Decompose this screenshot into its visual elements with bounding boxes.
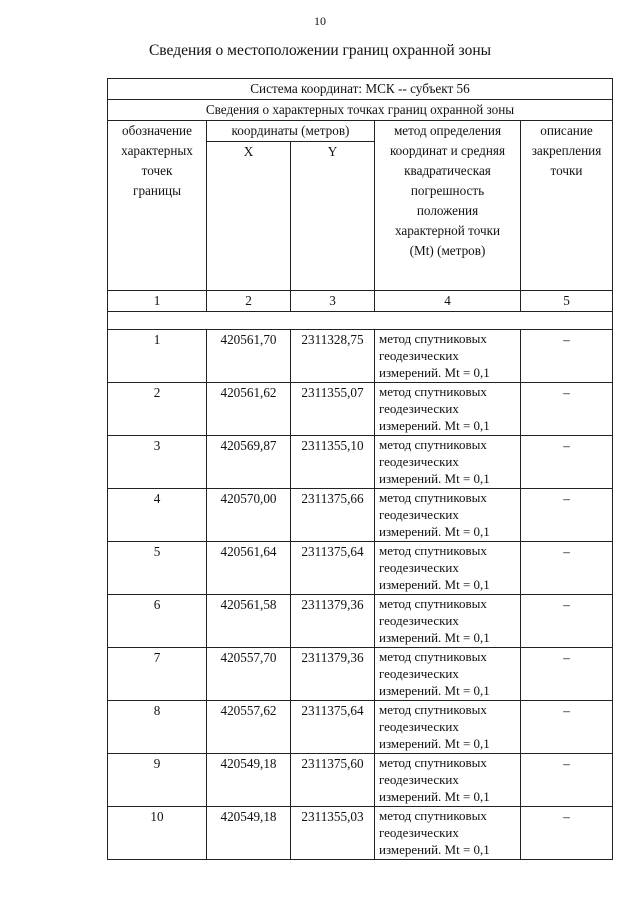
column-number: 2	[207, 291, 291, 312]
table-row	[108, 542, 613, 595]
y-coordinate: 2311379,36	[291, 648, 375, 701]
point-number: 7	[108, 648, 207, 701]
method-cell: метод спутниковых геодезических измерений. Mt = 0,1	[375, 807, 521, 860]
y-coordinate: 2311355,07	[291, 383, 375, 436]
method-cell: метод спутниковых геодезических измерений. Mt = 0,1	[375, 701, 521, 754]
y-coordinate: 2311375,64	[291, 701, 375, 754]
table-row	[108, 595, 613, 648]
x-coordinate: 420561,62	[207, 383, 291, 436]
point-number: 3	[108, 436, 207, 489]
table-row	[108, 489, 613, 542]
table-row	[108, 648, 613, 701]
y-coordinate: 2311375,60	[291, 754, 375, 807]
spacer-row	[108, 312, 613, 330]
column-number: 3	[291, 291, 375, 312]
method-cell: метод спутниковых геодезических измерений. Mt = 0,1	[375, 383, 521, 436]
table-row	[108, 383, 613, 436]
x-coordinate: 420569,87	[207, 436, 291, 489]
x-coordinate: 420549,18	[207, 754, 291, 807]
point-description: –	[521, 383, 613, 436]
method-cell: метод спутниковых геодезических измерений. Mt = 0,1	[375, 489, 521, 542]
point-description: –	[521, 436, 613, 489]
method-cell: метод спутниковых геодезических измерений. Mt = 0,1	[375, 542, 521, 595]
point-description: –	[521, 701, 613, 754]
section-title-header: Сведения о характерных точках границ охранной зоны	[108, 100, 613, 121]
point-description: –	[521, 542, 613, 595]
point-number: 6	[108, 595, 207, 648]
x-coordinate: 420561,64	[207, 542, 291, 595]
column-number: 1	[108, 291, 207, 312]
point-number: 5	[108, 542, 207, 595]
point-description: –	[521, 489, 613, 542]
table-row	[108, 754, 613, 807]
y-coordinate: 2311355,10	[291, 436, 375, 489]
point-number: 9	[108, 754, 207, 807]
x-coordinate: 420561,58	[207, 595, 291, 648]
header-x: X	[207, 142, 291, 291]
table-row	[108, 807, 613, 860]
table-row	[108, 701, 613, 754]
x-coordinate: 420549,18	[207, 807, 291, 860]
point-number: 4	[108, 489, 207, 542]
table-row	[108, 330, 613, 383]
point-description: –	[521, 648, 613, 701]
header-designation: обозначение характерных точек границы	[108, 121, 207, 291]
y-coordinate: 2311375,66	[291, 489, 375, 542]
column-number: 5	[521, 291, 613, 312]
point-description: –	[521, 330, 613, 383]
method-cell: метод спутниковых геодезических измерений. Mt = 0,1	[375, 330, 521, 383]
point-number: 1	[108, 330, 207, 383]
table-row	[108, 436, 613, 489]
x-coordinate: 420561,70	[207, 330, 291, 383]
boundary-points-table	[107, 78, 613, 860]
point-number: 8	[108, 701, 207, 754]
method-cell: метод спутниковых геодезических измерений. Mt = 0,1	[375, 436, 521, 489]
y-coordinate: 2311379,36	[291, 595, 375, 648]
x-coordinate: 420557,70	[207, 648, 291, 701]
column-number: 4	[375, 291, 521, 312]
method-cell: метод спутниковых геодезических измерений. Mt = 0,1	[375, 754, 521, 807]
point-description: –	[521, 754, 613, 807]
y-coordinate: 2311375,64	[291, 542, 375, 595]
document-title: Сведения о местоположении границ охранной зоны	[148, 42, 492, 59]
y-coordinate: 2311328,75	[291, 330, 375, 383]
header-description: описание закрепления точки	[521, 121, 613, 291]
point-number: 2	[108, 383, 207, 436]
y-coordinate: 2311355,03	[291, 807, 375, 860]
point-description: –	[521, 807, 613, 860]
x-coordinate: 420557,62	[207, 701, 291, 754]
header-coordinates: координаты (метров)	[207, 121, 375, 142]
x-coordinate: 420570,00	[207, 489, 291, 542]
point-number: 10	[108, 807, 207, 860]
header-y: Y	[291, 142, 375, 291]
point-description: –	[521, 595, 613, 648]
header-method: метод определения координат и средняя квадратическая погрешность положения характерной точки (Mt) (метров)	[375, 121, 521, 291]
page-number: 10	[314, 14, 326, 28]
method-cell: метод спутниковых геодезических измерений. Mt = 0,1	[375, 648, 521, 701]
coord-system-header: Система координат: МСК -- субъект 56	[108, 79, 613, 100]
method-cell: метод спутниковых геодезических измерений. Mt = 0,1	[375, 595, 521, 648]
